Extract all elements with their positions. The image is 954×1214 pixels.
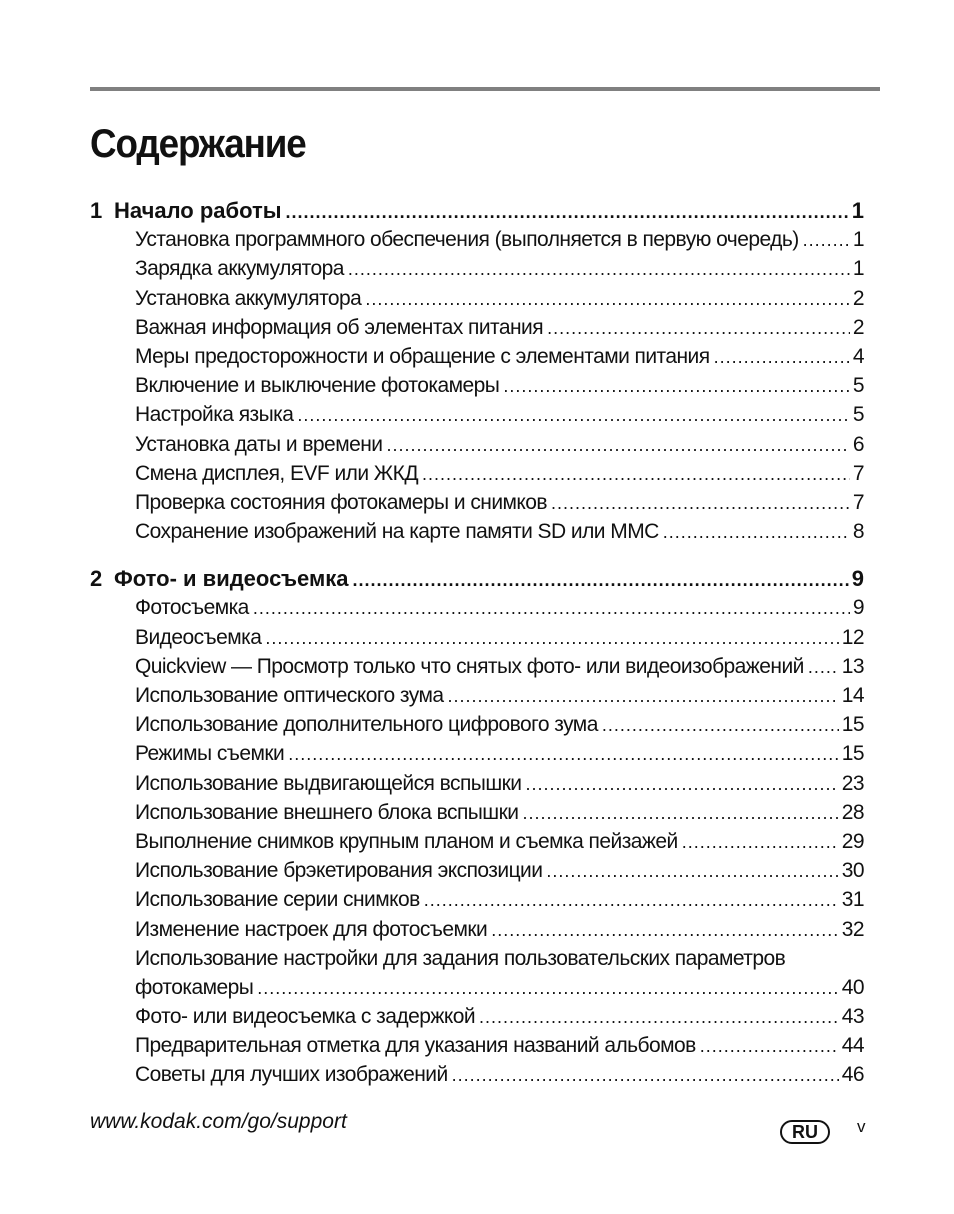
toc-entry[interactable]	[90, 430, 864, 459]
toc-entry[interactable]	[90, 488, 864, 517]
section-page: 1	[851, 198, 864, 223]
entry-label: Режимы съемки	[135, 742, 285, 766]
entry-label: Установка даты и времени	[135, 432, 383, 456]
toc-entry[interactable]	[90, 1002, 864, 1031]
dot-leader	[522, 799, 838, 828]
entry-label: Настройка языка	[135, 403, 294, 427]
entry-label: Использование выдвигающейся вспышки	[135, 771, 522, 795]
dot-leader	[297, 401, 849, 430]
entry-page: 2	[852, 286, 864, 310]
dot-leader	[808, 653, 839, 682]
dot-leader	[663, 518, 850, 547]
entry-page: 15	[841, 713, 864, 737]
dot-leader	[503, 372, 850, 401]
entry-label: Выполнение снимков крупным планом и съемка пейзажей	[135, 829, 678, 853]
dot-leader	[551, 489, 850, 518]
dot-leader	[448, 682, 839, 711]
entry-page: 8	[852, 520, 864, 544]
entry-label: Установка аккумулятора	[135, 286, 362, 310]
section-gap	[90, 546, 864, 564]
entry-page: 1	[852, 228, 864, 252]
toc-entry[interactable]	[90, 225, 864, 254]
toc-entry[interactable]	[90, 623, 864, 652]
entry-page: 31	[841, 888, 864, 912]
entry-label: Включение и выключение фотокамеры	[135, 374, 500, 398]
entry-page: 2	[852, 315, 864, 339]
dot-leader	[386, 431, 849, 460]
dot-leader	[353, 566, 849, 595]
entry-page: 14	[841, 684, 864, 707]
entry-page: 9	[852, 596, 864, 620]
dot-leader	[547, 314, 850, 343]
toc-entry[interactable]	[90, 371, 864, 400]
entry-label: Использование оптического зума	[135, 684, 444, 707]
dot-leader	[424, 886, 839, 915]
entry-page: 4	[852, 344, 864, 368]
toc-section-2[interactable]	[90, 564, 864, 593]
toc-entry[interactable]	[90, 1060, 864, 1089]
entry-page: 5	[852, 403, 864, 427]
dot-leader	[265, 624, 838, 653]
entry-label: Важная информация об элементах питания	[135, 315, 544, 339]
dot-leader	[286, 198, 849, 227]
entry-label: Quickview — Просмотр только что снятых фото- или видеоизображений	[135, 654, 804, 678]
toc-entry[interactable]	[90, 739, 864, 768]
entry-page: 29	[841, 829, 864, 853]
toc-entry[interactable]	[90, 254, 864, 283]
section-title: Фото- и видеосъемка	[114, 566, 349, 592]
entry-label: Сохранение изображений на карте памяти SD или MMC	[135, 520, 659, 544]
entry-label: Использование дополнительного цифрового зума	[135, 713, 598, 737]
entry-label: фотокамеры	[135, 975, 254, 999]
dot-leader	[422, 460, 850, 489]
dot-leader	[491, 916, 839, 945]
toc-entry[interactable]	[90, 313, 864, 342]
page-title: Содержание	[90, 122, 306, 166]
entry-page: 12	[841, 625, 864, 649]
entry-label: Фото- или видеосъемка с задержкой	[135, 1005, 476, 1029]
entry-label: Проверка состояния фотокамеры и снимков	[135, 490, 548, 514]
entry-page: 7	[852, 461, 864, 485]
dot-leader	[288, 740, 839, 769]
toc-entry[interactable]	[90, 342, 864, 371]
entry-label: Видеосъемка	[135, 625, 262, 649]
entry-page: 32	[841, 917, 864, 941]
dot-leader	[479, 1003, 839, 1032]
dot-leader	[682, 828, 839, 857]
toc-entry[interactable]	[90, 915, 864, 944]
dot-leader	[525, 770, 838, 799]
dot-leader	[348, 255, 850, 284]
entry-label: Меры предосторожности и обращение с элементами питания	[135, 344, 710, 368]
entry-page: 15	[841, 742, 864, 766]
entry-label: Изменение настроек для фотосъемки	[135, 917, 488, 941]
entry-label: Фотосъемка	[135, 596, 249, 620]
entry-label: Установка программного обеспечения (выполняется в первую очередь)	[135, 228, 799, 252]
section-title: Начало работы	[114, 198, 282, 223]
toc-entry[interactable]	[90, 459, 864, 488]
entry-label-line1[interactable]: Использование настройки для задания пользовательских параметров	[135, 946, 786, 970]
section-number: 2	[90, 566, 103, 592]
language-badge: RU	[780, 1120, 830, 1144]
entry-page: 44	[841, 1034, 864, 1058]
toc-entry[interactable]	[90, 856, 864, 885]
entry-page: 40	[841, 975, 864, 999]
dot-leader	[365, 285, 850, 314]
toc-entry[interactable]	[90, 284, 864, 313]
section-number: 1	[90, 198, 103, 223]
entry-label: Использование серии снимков	[135, 888, 420, 912]
entry-label: Использование внешнего блока вспышки	[135, 800, 519, 824]
section-page: 9	[851, 566, 864, 592]
entry-page: 1	[852, 257, 864, 281]
dot-leader	[452, 1061, 839, 1090]
entry-label: Использование брэкетирования экспозиции	[135, 859, 543, 883]
toc-entry[interactable]	[90, 885, 864, 914]
entry-label: Советы для лучших изображений	[135, 1063, 448, 1087]
toc-entry[interactable]	[90, 517, 864, 546]
entry-page: 30	[841, 859, 864, 883]
entry-label: Смена дисплея, EVF или ЖКД	[135, 461, 418, 485]
dot-leader	[803, 226, 850, 255]
toc-entry[interactable]	[90, 710, 864, 739]
toc-entry[interactable]	[90, 681, 864, 710]
entry-page: 43	[841, 1005, 864, 1029]
entry-page: 13	[841, 654, 864, 678]
toc-entry[interactable]	[90, 973, 864, 1002]
toc-section-1[interactable]	[90, 196, 864, 225]
entry-page: 6	[852, 432, 864, 456]
entry-label: Предварительная отметка для указания названий альбомов	[135, 1034, 696, 1058]
dot-leader	[714, 343, 850, 372]
page-number: v	[857, 1117, 866, 1136]
dot-leader	[602, 711, 839, 740]
dot-leader	[257, 974, 838, 1003]
entry-page: 5	[852, 374, 864, 398]
toc-entry[interactable]	[90, 769, 864, 798]
entry-page: 46	[841, 1063, 864, 1087]
entry-page: 23	[841, 771, 864, 795]
toc-entry[interactable]	[90, 1031, 864, 1060]
toc-entry[interactable]	[90, 798, 864, 827]
dot-leader	[546, 857, 838, 886]
entry-page: 28	[841, 800, 864, 824]
table-of-contents	[90, 196, 864, 1090]
toc-entry[interactable]	[90, 652, 864, 681]
dot-leader	[253, 594, 850, 623]
toc-entry[interactable]	[90, 400, 864, 429]
entry-label: Зарядка аккумулятора	[135, 257, 344, 281]
entry-page: 7	[852, 490, 864, 514]
top-rule	[90, 87, 880, 91]
support-url-link[interactable]: www.kodak.com/go/support	[90, 1110, 347, 1133]
toc-entry[interactable]	[90, 593, 864, 622]
dot-leader	[700, 1032, 839, 1061]
toc-entry[interactable]	[90, 827, 864, 856]
